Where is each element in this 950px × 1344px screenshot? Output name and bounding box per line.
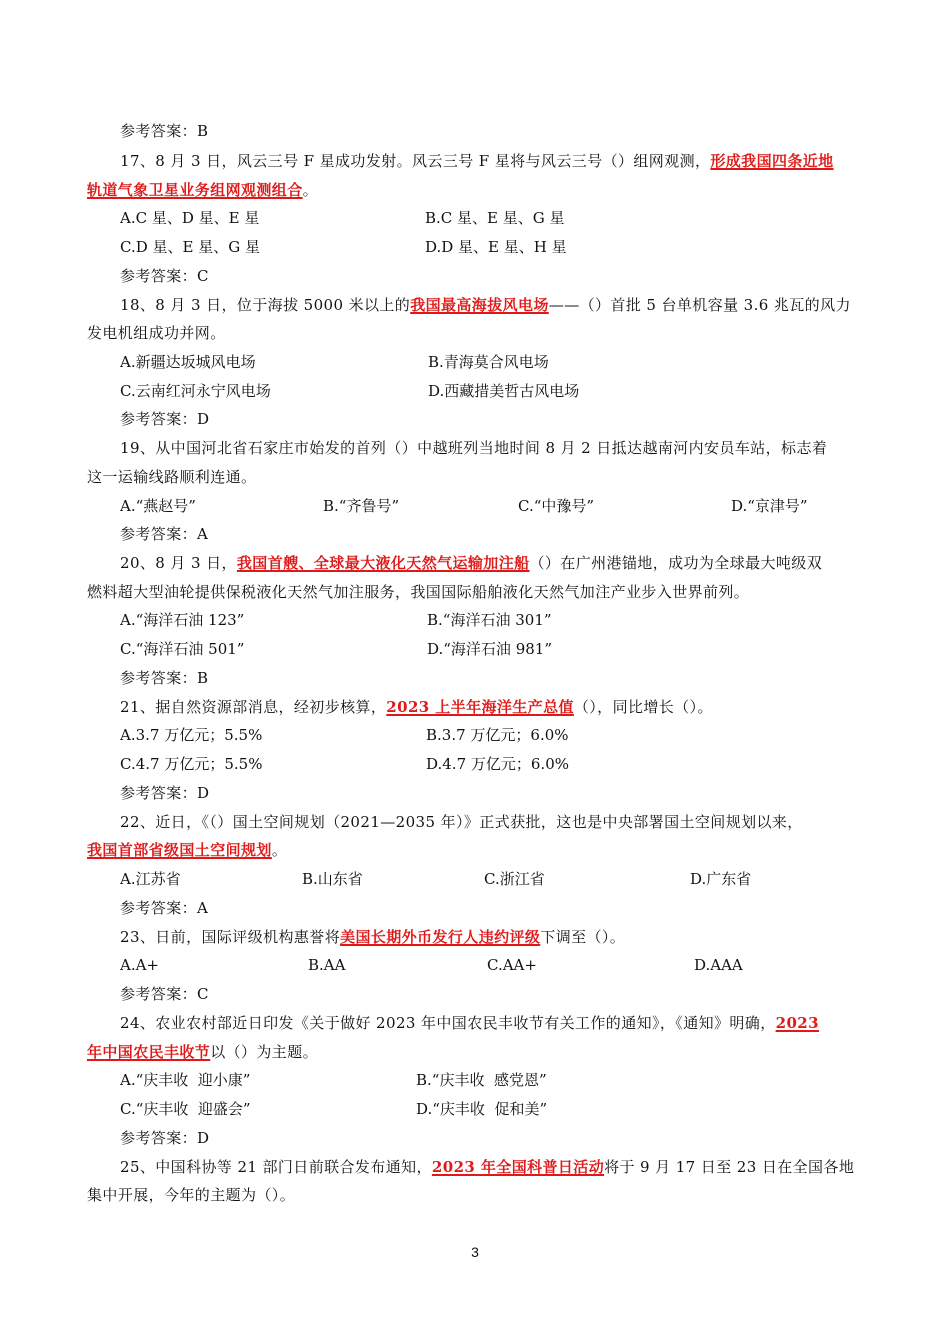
stem-text: 21、据自然资源部消息，经初步核算，: [120, 698, 387, 716]
option-d: D.4.7 万亿元；6.0%: [426, 755, 569, 773]
stem-text: 。: [271, 841, 288, 859]
option-a: A.C 星、D 星、E 星: [120, 209, 260, 227]
answer-q17: 参考答案：C: [120, 267, 209, 285]
stem-text: 23、日前，国际评级机构惠誉将: [120, 928, 341, 946]
stem-text: 20、8 月 3 日，: [120, 554, 237, 572]
question-17-stem-cont: [87, 180, 863, 200]
question-24-stem: [120, 1013, 863, 1033]
option-b: B.AA: [308, 956, 346, 974]
option-c: C.AA+: [487, 956, 537, 974]
stem-text: 18、8 月 3 日，位于海拔 5000 米以上的: [120, 296, 411, 314]
page-number: 3: [471, 1244, 479, 1260]
option-d: D.AAA: [694, 956, 743, 974]
question-18-stem-cont: 发电机组成功并网。: [87, 324, 226, 342]
stem-text: 将于 9 月 17 日至 23 日在全国各地: [604, 1158, 855, 1176]
option-d: D.“庆丰收 促和美”: [416, 1100, 548, 1118]
stem-text: 17、8 月 3 日，风云三号 F 星成功发射。风云三号 F 星将与风云三号（）组网观测，: [120, 152, 711, 170]
option-c: C.浙江省: [484, 870, 545, 888]
option-d: D.“海洋石油 981”: [427, 640, 552, 658]
option-b: B.青海莫合风电场: [428, 353, 549, 371]
highlight-keyword: 轨道气象卫星业务组网观测组合: [87, 181, 303, 199]
option-c: C.云南红河永宁风电场: [120, 382, 271, 400]
option-d: D.西藏措美哲古风电场: [428, 382, 580, 400]
option-b: B.“海洋石油 301”: [427, 611, 552, 629]
question-17-stem: [120, 151, 863, 171]
option-c: C.“中豫号”: [518, 497, 595, 515]
stem-text: 24、农业农村部近日印发《关于做好 2023 年中国农民丰收节有关工作的通知》，《通知》明确，: [120, 1014, 776, 1032]
stem-text: 以（）为主题。: [210, 1043, 319, 1061]
option-b: B.3.7 万亿元；6.0%: [426, 726, 569, 744]
answer-q19: 参考答案：A: [120, 525, 209, 543]
highlight-keyword: 形成我国四条近地: [710, 152, 834, 170]
answer-q18: 参考答案：D: [120, 410, 210, 428]
highlight-keyword: 2023 年全国科普日活动: [431, 1158, 605, 1176]
answer-q22: 参考答案：A: [120, 899, 209, 917]
option-b: B.“庆丰收 感党恩”: [416, 1071, 547, 1089]
stem-text: ——（）首批 5 台单机容量 3.6 兆瓦的风力: [548, 296, 851, 314]
stem-text: 。: [302, 181, 319, 199]
option-a: A.3.7 万亿元；5.5%: [120, 726, 263, 744]
stem-text: 下调至（）。: [540, 928, 626, 946]
option-b: B.山东省: [302, 870, 363, 888]
question-25-stem: [120, 1157, 863, 1177]
option-a: A.A+: [120, 956, 160, 974]
stem-text: （），同比增长（）。: [573, 698, 713, 716]
question-18-stem: [120, 295, 863, 315]
option-b: B.C 星、E 星、G 星: [425, 209, 565, 227]
option-a: A.新疆达坂城风电场: [120, 353, 256, 371]
highlight-keyword: 2023 上半年海洋生产总值: [386, 698, 574, 716]
answer-q21: 参考答案：D: [120, 784, 210, 802]
answer-q16: 参考答案：B: [120, 122, 209, 140]
option-c: C.“庆丰收 迎盛会”: [120, 1100, 251, 1118]
question-22-stem: 22、近日，《（）国土空间规划（2021—2035 年）》正式获批，这也是中央部署国土空间规划以来，: [120, 813, 803, 831]
highlight-keyword: 我国首艘、全球最大液化天然气运输加注船: [236, 554, 530, 572]
option-a: A.“燕赵号”: [120, 497, 196, 515]
question-25-stem-cont: 集中开展，今年的主题为（）。: [87, 1186, 296, 1204]
option-d: D.“京津号”: [731, 497, 808, 515]
option-c: C.“海洋石油 501”: [120, 640, 245, 658]
highlight-keyword: 我国最高海拔风电场: [410, 296, 549, 314]
stem-text: （）在广州港锚地，成功为全球最大吨级双: [529, 554, 823, 572]
option-c: C.D 星、E 星、G 星: [120, 238, 260, 256]
highlight-keyword: 年中国农民丰收节: [87, 1043, 211, 1061]
option-d: D.广东省: [690, 870, 752, 888]
option-c: C.4.7 万亿元；5.5%: [120, 755, 263, 773]
question-20-stem-cont: 燃料超大型油轮提供保税液化天然气加注服务，我国国际船舶液化天然气加注产业步入世界前列。: [87, 583, 750, 601]
highlight-keyword: 我国首部省级国土空间规划: [87, 841, 272, 859]
option-d: D.D 星、E 星、H 星: [425, 238, 567, 256]
highlight-keyword: 美国长期外币发行人违约评级: [340, 928, 541, 946]
option-a: A.江苏省: [120, 870, 181, 888]
question-21-stem: [120, 697, 863, 717]
option-a: A.“庆丰收 迎小康”: [120, 1071, 251, 1089]
question-19-stem-cont: 这一运输线路顺利连通。: [87, 468, 257, 486]
answer-q24: 参考答案：D: [120, 1129, 210, 1147]
question-20-stem: [120, 553, 863, 573]
question-24-stem-cont: [87, 1042, 863, 1062]
stem-text: 25、中国科协等 21 部门日前联合发布通知，: [120, 1158, 432, 1176]
question-23-stem: [120, 927, 863, 947]
question-22-stem-cont: [87, 840, 863, 860]
highlight-keyword: 2023: [775, 1014, 819, 1032]
answer-q23: 参考答案：C: [120, 985, 209, 1003]
question-19-stem: 19、从中国河北省石家庄市始发的首列（）中越班列当地时间 8 月 2 日抵达越南河内安员车站，标志着: [120, 439, 828, 457]
option-b: B.“齐鲁号”: [323, 497, 400, 515]
option-a: A.“海洋石油 123”: [120, 611, 245, 629]
answer-q20: 参考答案：B: [120, 669, 209, 687]
